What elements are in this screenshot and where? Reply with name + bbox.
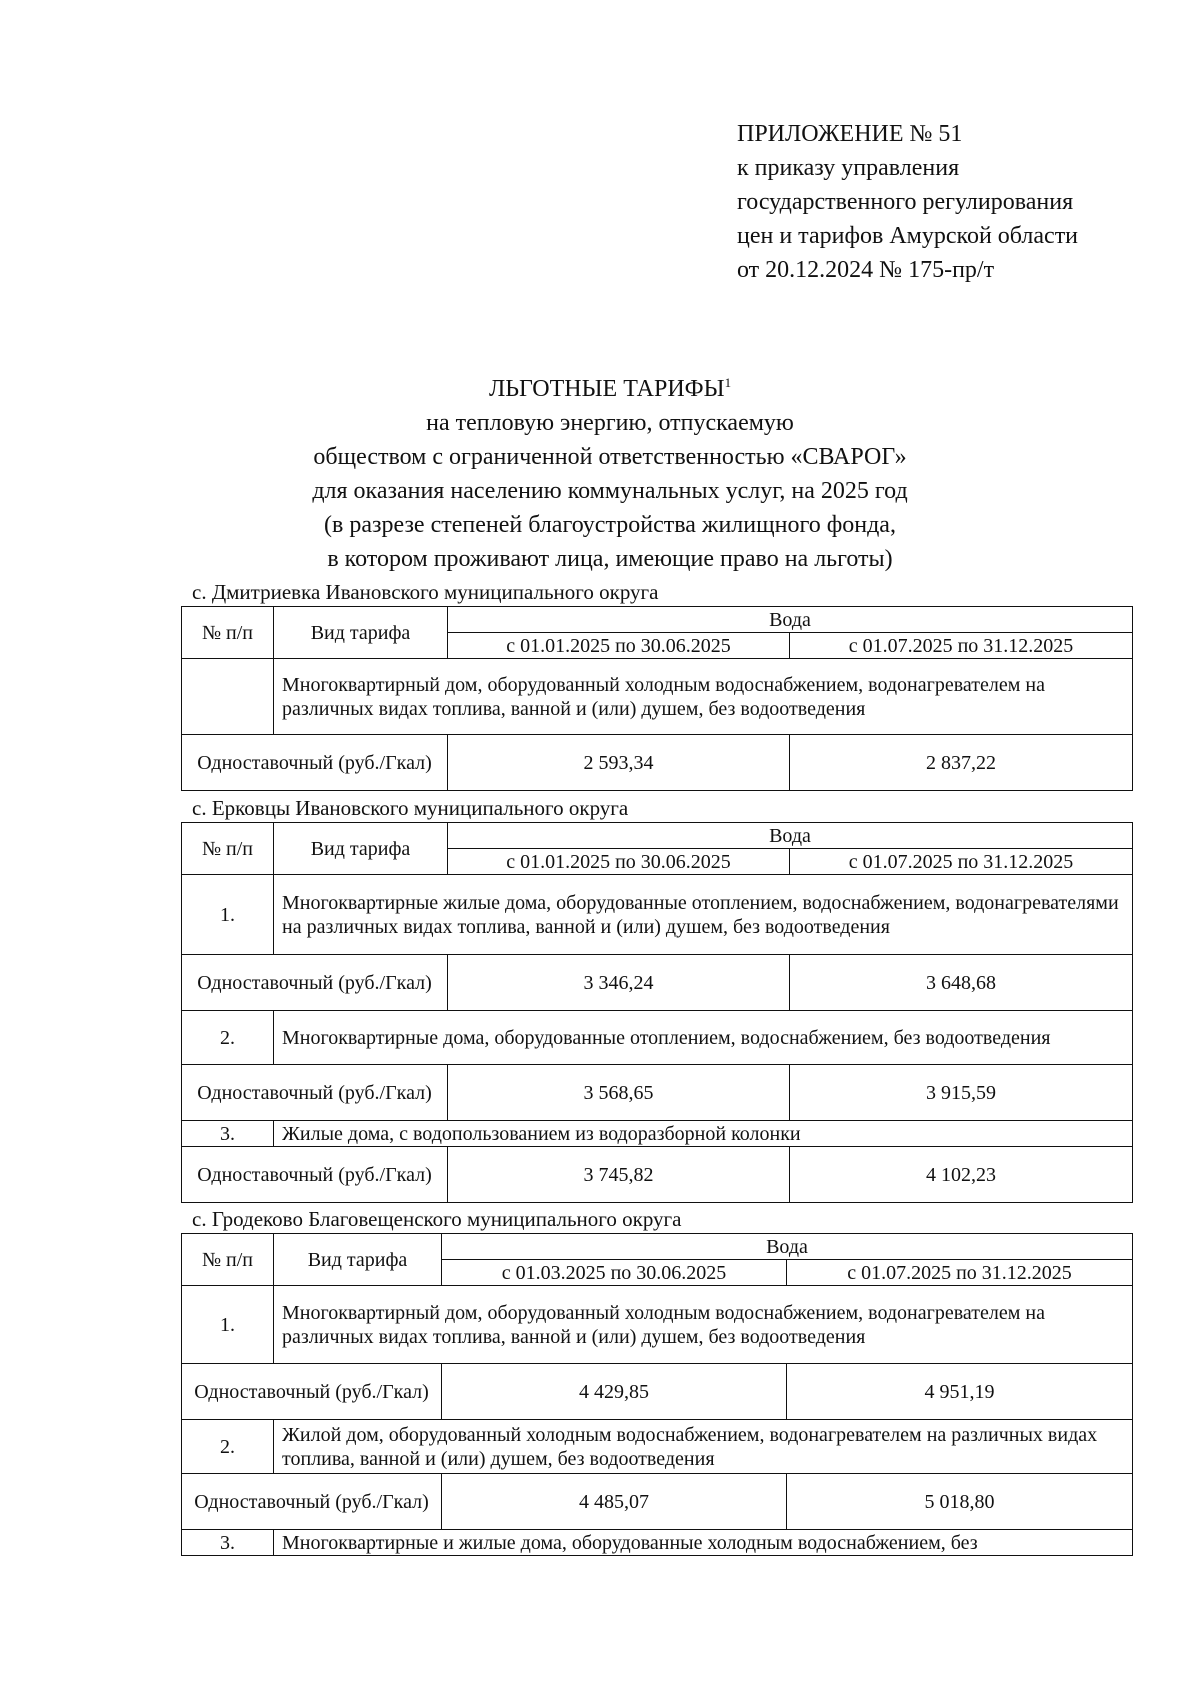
document-title [180, 366, 1040, 576]
housing-category: Многоквартирные и жилые дома, оборудованные холодным водоснабжением, без [274, 1530, 1133, 1556]
housing-category: Многоквартирные жилые дома, оборудованные отоплением, водоснабжением, водонагревателями на различных видах топлива, ванной и (или) душем, без водоотведения [274, 875, 1133, 955]
header-type: Вид тарифа [274, 823, 448, 875]
location-heading: с. Гродеково Благовещенского муниципального округа [192, 1207, 682, 1231]
header-period-1: с 01.01.2025 по 30.06.2025 [448, 633, 790, 659]
tariff-label: Одноставочный (руб./Гкал) [182, 1474, 442, 1530]
title-line: обществом с ограниченной ответственностью «СВАРОГ» [313, 444, 907, 470]
header-group: Вода [442, 1234, 1133, 1260]
tariff-label: Одноставочный (руб./Гкал) [182, 1065, 448, 1121]
location-heading: с. Ерковцы Ивановского муниципального округа [192, 796, 629, 820]
row-number: 1. [182, 875, 274, 955]
housing-category: Многоквартирный дом, оборудованный холодным водоснабжением, водонагревателем на различных видах топлива, ванной и (или) душем, без водоотведения [274, 659, 1133, 735]
row-number: 3. [182, 1530, 274, 1556]
header-period-2: с 01.07.2025 по 31.12.2025 [790, 849, 1133, 875]
header-group: Вода [448, 823, 1133, 849]
row-number: 3. [182, 1121, 274, 1147]
tariff-label: Одноставочный (руб./Гкал) [182, 955, 448, 1011]
row-number: 2. [182, 1011, 274, 1065]
tariff-value-1: 4 429,85 [442, 1364, 787, 1420]
appendix-line: цен и тарифов Амурской области [737, 223, 1079, 249]
housing-category: Многоквартирный дом, оборудованный холодным водоснабжением, водонагревателем на различных видах топлива, ванной и (или) душем, без водоотведения [274, 1286, 1133, 1364]
row-number: 2. [182, 1420, 274, 1474]
tariff-value-2: 4 951,19 [787, 1364, 1133, 1420]
tariff-value-1: 4 485,07 [442, 1474, 787, 1530]
header-period-1: с 01.01.2025 по 30.06.2025 [448, 849, 790, 875]
tariff-value-1: 3 346,24 [448, 955, 790, 1011]
appendix-line: к приказу управления [737, 155, 960, 181]
housing-category: Жилой дом, оборудованный холодным водоснабжением, водонагревателем на различных видах топлива, ванной и (или) душем, без водоотведения [274, 1420, 1133, 1474]
tariff-value-2: 2 837,22 [790, 735, 1133, 791]
tariff-value-1: 2 593,34 [448, 735, 790, 791]
title-line: на тепловую энергию, отпускаемую [426, 410, 794, 436]
tariff-label: Одноставочный (руб./Гкал) [182, 735, 448, 791]
tariff-table [181, 822, 1133, 1203]
header-type: Вид тарифа [274, 607, 448, 659]
tariff-value-2: 3 648,68 [790, 955, 1133, 1011]
appendix-number: ПРИЛОЖЕНИЕ № 51 [737, 121, 963, 147]
housing-category: Жилые дома, с водопользованием из водоразборной колонки [274, 1121, 1133, 1147]
row-number [182, 659, 274, 735]
tariff-table [181, 1233, 1133, 1556]
tariff-value-2: 5 018,80 [787, 1474, 1133, 1530]
footnote-mark: 1 [724, 375, 732, 390]
appendix-date: от 20.12.2024 № 175-пр/т [737, 257, 995, 283]
tariff-value-2: 4 102,23 [790, 1147, 1133, 1203]
tariff-value-1: 3 745,82 [448, 1147, 790, 1203]
appendix-header [737, 117, 1078, 287]
tariff-label: Одноставочный (руб./Гкал) [182, 1364, 442, 1420]
header-num: № п/п [182, 607, 274, 659]
appendix-line: государственного регулирования [737, 189, 1074, 215]
header-group: Вода [448, 607, 1133, 633]
tariff-value-2: 3 915,59 [790, 1065, 1133, 1121]
housing-category: Многоквартирные дома, оборудованные отоплением, водоснабжением, без водоотведения [274, 1011, 1133, 1065]
header-num: № п/п [182, 823, 274, 875]
tariff-value-1: 3 568,65 [448, 1065, 790, 1121]
tariff-label: Одноставочный (руб./Гкал) [182, 1147, 448, 1203]
title-line: (в разрезе степеней благоустройства жилищного фонда, [324, 512, 896, 538]
header-period-1: с 01.03.2025 по 30.06.2025 [442, 1260, 787, 1286]
header-num: № п/п [182, 1234, 274, 1286]
header-period-2: с 01.07.2025 по 31.12.2025 [787, 1260, 1133, 1286]
header-type: Вид тарифа [274, 1234, 442, 1286]
row-number: 1. [182, 1286, 274, 1364]
location-heading: с. Дмитриевка Ивановского муниципального округа [192, 580, 659, 604]
tariff-table [181, 606, 1133, 791]
header-period-2: с 01.07.2025 по 31.12.2025 [790, 633, 1133, 659]
title-line: для оказания населению коммунальных услуг, на 2025 год [312, 478, 908, 504]
title-line: в котором проживают лица, имеющие право на льготы) [327, 546, 893, 572]
title-main: ЛЬГОТНЫЕ ТАРИФЫ$^1$ [488, 375, 732, 402]
